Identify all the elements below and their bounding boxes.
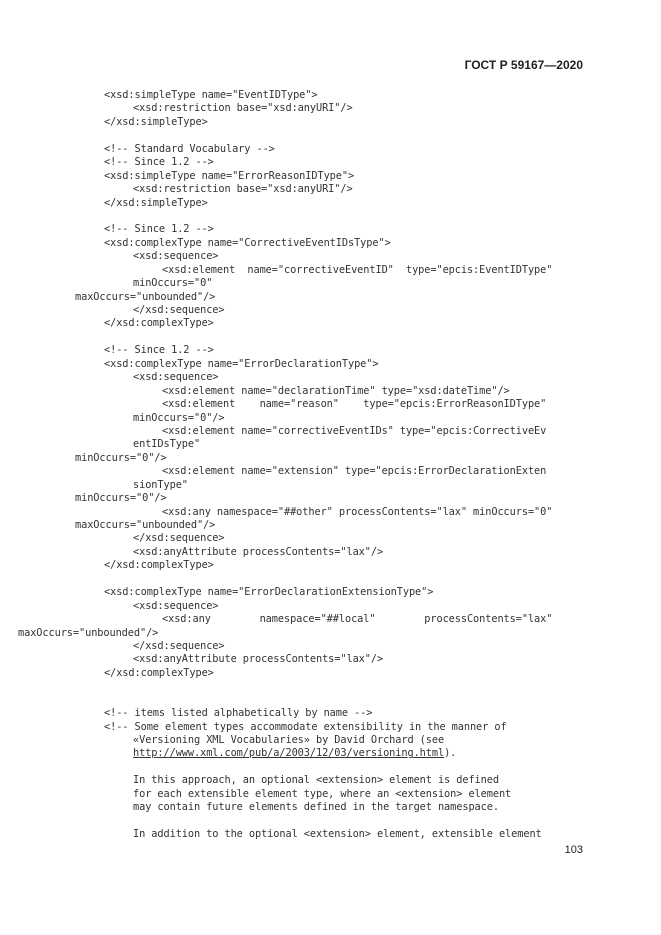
- code-line: <!-- Since 1.2 -->: [104, 156, 214, 169]
- code-line: <!-- items listed alphabetically by name -->: [104, 707, 373, 720]
- code-line: <xsd:anyAttribute processContents="lax"/>: [133, 653, 384, 666]
- standard-header: ГОСТ Р 59167—2020: [464, 58, 583, 72]
- code-line: for each extensible element type, where an <extension> element: [133, 787, 512, 800]
- code-line: entIDsType": [133, 438, 201, 451]
- code-line: <xsd:anyAttribute processContents="lax"/>: [133, 545, 384, 558]
- xsd-code-listing: [0, 89, 661, 842]
- code-line: <!-- Since 1.2 -->: [104, 223, 214, 236]
- code-line: <xsd:simpleType name="ErrorReasonIDType">: [104, 169, 355, 182]
- code-line: </xsd:sequence>: [133, 532, 225, 545]
- code-line: <xsd:element name="extension" type="epcis:ErrorDeclarationExten: [162, 465, 547, 478]
- code-line: «Versioning XML Vocabularies» by David Orchard (see: [133, 734, 445, 746]
- code-line: minOccurs="0"/>: [133, 411, 225, 424]
- code-line: <xsd:sequence>: [133, 599, 219, 612]
- code-line: <!-- Since 1.2 -->: [104, 344, 214, 357]
- code-line: <xsd:complexType name="ErrorDeclarationType">: [104, 357, 379, 370]
- code-line: <xsd:any namespace="##local" processContents="lax": [162, 613, 553, 626]
- code-line: </xsd:complexType>: [104, 559, 214, 572]
- code-line: <xsd:restriction base="xsd:anyURI"/>: [133, 102, 353, 115]
- code-line: </xsd:sequence>: [133, 639, 225, 652]
- code-line: <xsd:element name="correctiveEventIDs" type="epcis:CorrectiveEv: [162, 424, 547, 437]
- code-line: <xsd:complexType name="CorrectiveEventIDsType">: [104, 236, 391, 249]
- code-line: minOccurs="0": [133, 277, 213, 290]
- code-line: </xsd:simpleType>: [104, 115, 208, 128]
- code-line: <xsd:element name="reason" type="epcis:ErrorReasonIDType": [162, 398, 547, 411]
- code-line: <xsd:element name="correctiveEventID" type="epcis:EventIDType": [162, 263, 553, 276]
- code-line: <xsd:complexType name="ErrorDeclarationExtensionType">: [104, 586, 434, 599]
- code-line: In this approach, an optional <extension> element is defined: [133, 774, 499, 787]
- code-line: minOccurs="0"/>: [75, 492, 167, 505]
- code-line: <xsd:sequence>: [133, 250, 219, 263]
- code-line: maxOccurs="unbounded"/>: [75, 519, 216, 531]
- code-line: minOccurs="0"/>: [75, 451, 167, 464]
- code-line: may contain future elements defined in the target namespace.: [133, 801, 499, 814]
- code-line: maxOccurs="unbounded"/>: [18, 626, 159, 639]
- versioning-link[interactable]: http://www.xml.com/pub/a/2003/12/03/versioning.html: [133, 747, 445, 760]
- code-line: </xsd:sequence>: [133, 304, 225, 316]
- code-line: </xsd:complexType>: [104, 666, 214, 679]
- code-line: <xsd:sequence>: [133, 371, 219, 384]
- code-line: sionType": [133, 478, 188, 491]
- code-line: <!-- Some element types accommodate extensibility in the manner of: [104, 720, 507, 733]
- code-line: <xsd:restriction base="xsd:anyURI"/>: [133, 183, 353, 196]
- code-line: In addition to the optional <extension> element, extensible element: [133, 828, 542, 841]
- code-line: http://www.xml.com/pub/a/2003/12/03/versioning.html).: [133, 747, 457, 760]
- code-line: </xsd:simpleType>: [104, 196, 208, 209]
- code-line: maxOccurs="unbounded"/>: [75, 290, 216, 303]
- code-line: <xsd:any namespace="##other" processContents="lax" minOccurs="0": [162, 505, 553, 518]
- code-line: <xsd:element name="declarationTime" type="xsd:dateTime"/>: [162, 384, 510, 397]
- code-line: <xsd:simpleType name="EventIDType">: [104, 89, 318, 101]
- code-line: <!-- Standard Vocabulary -->: [104, 142, 275, 155]
- page-number: 103: [564, 844, 583, 856]
- code-line: </xsd:complexType>: [104, 317, 214, 330]
